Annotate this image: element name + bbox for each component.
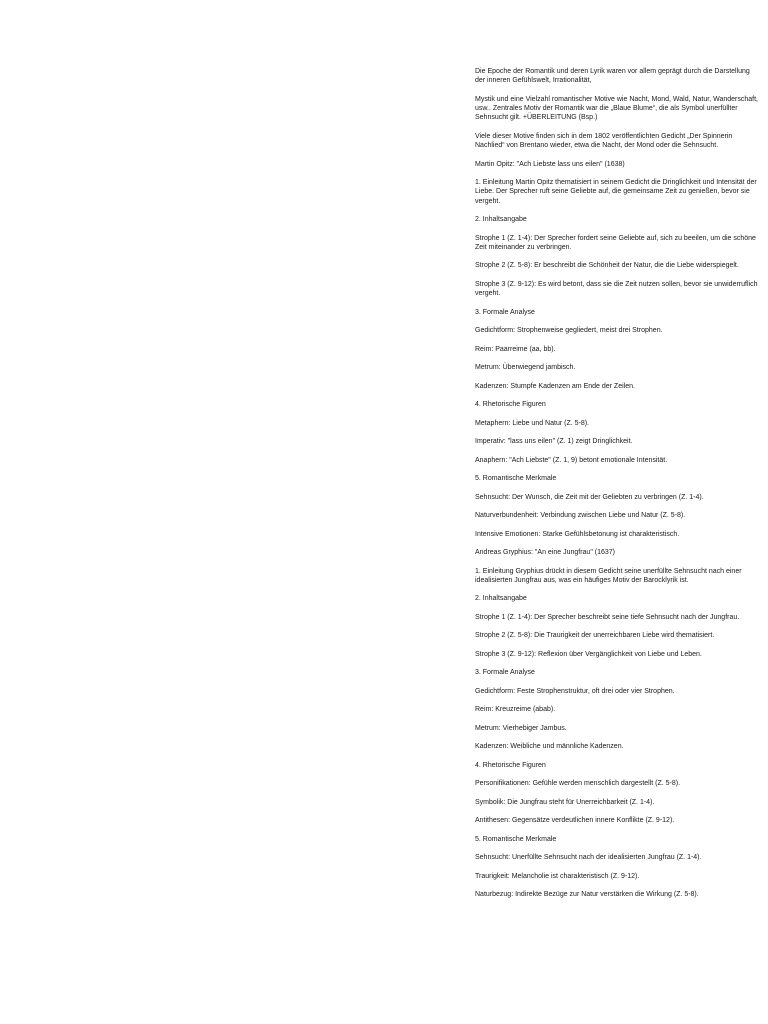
- section-heading: Andreas Gryphius: "An eine Jungfrau" (1637): [475, 549, 615, 557]
- paragraph: Symbolik: Die Jungfrau steht für Unerreichbarkeit (Z. 1-4).: [475, 798, 655, 806]
- paragraph: Gedichtform: Strophenweise gegliedert, meist drei Strophen.: [475, 327, 663, 335]
- paragraph: Strophe 2 (Z. 5-8): Die Traurigkeit der unerreichbaren Liebe wird thematisiert.: [475, 632, 715, 640]
- paragraph: Kadenzen: Weibliche und männliche Kadenzen.: [475, 743, 624, 751]
- paragraph: Imperativ: "lass uns eilen" (Z. 1) zeigt Dringlichkeit.: [475, 438, 633, 446]
- paragraph: Strophe 1 (Z. 1-4): Der Sprecher beschreibt seine tiefe Sehnsucht nach der Jungfrau.: [475, 613, 740, 621]
- paragraph: Mystik und eine Vielzahl romantischer Motive wie Nacht, Mond, Wald, Natur, Wanderschaft, usw.. Zentrales Motiv der Romantik war die „Blaue Blume“, die als Symbol unerfüllter Sehnsucht gilt. +ÜBERLEITUNG (Bsp.): [475, 95, 758, 122]
- section-heading: 4. Rhetorische Figuren: [475, 761, 546, 769]
- paragraph: Kadenzen: Stumpfe Kadenzen am Ende der Zeilen.: [475, 382, 635, 390]
- paragraph: Viele dieser Motive finden sich in dem 1802 veröffentlichten Gedicht „Der Spinnerin Nachlied“ von Brentano wieder, etwa die Nacht, der Mond oder die Sehnsucht.: [475, 132, 733, 150]
- paragraph: Strophe 3 (Z. 9-12): Reflexion über Vergänglichkeit von Liebe und Leben.: [475, 650, 702, 658]
- section-heading: 3. Formale Analyse: [475, 669, 535, 677]
- document-body: [475, 67, 760, 909]
- paragraph: Metaphern: Liebe und Natur (Z. 5-8).: [475, 419, 590, 427]
- section-heading: 2. Inhaltsangabe: [475, 216, 527, 224]
- paragraph: Naturverbundenheit: Verbindung zwischen Liebe und Natur (Z. 5-8).: [475, 512, 686, 520]
- paragraph: Naturbezug: Indirekte Bezüge zur Natur verstärken die Wirkung (Z. 5-8).: [475, 891, 699, 899]
- paragraph: Personifikationen: Gefühle werden menschlich dargestellt (Z. 5-8).: [475, 780, 681, 788]
- paragraph: Anaphern: "Ach Liebste" (Z. 1, 9) betont emotionale Intensität.: [475, 456, 668, 464]
- paragraph: Strophe 3 (Z. 9-12): Es wird betont, dass sie die Zeit nutzen sollen, bevor sie unwiderruflich vergeht.: [475, 280, 758, 298]
- paragraph: Die Epoche der Romantik und deren Lyrik waren vor allem geprägt durch die Darstellung der inneren Gefühlswelt, Irrationalität,: [475, 68, 750, 85]
- paragraph: 1. Einleitung Martin Opitz thematisiert in seinem Gedicht die Dringlichkeit und Intensität der Liebe. Der Sprecher ruft seine Geliebte auf, die gemeinsame Zeit zu genießen, bevor sie vergeht.: [475, 179, 757, 205]
- section-heading: 5. Romantische Merkmale: [475, 835, 557, 843]
- paragraph: Metrum: Vierhebiger Jambus.: [475, 724, 567, 732]
- section-heading: 5. Romantische Merkmale: [475, 475, 557, 483]
- paragraph: Sehnsucht: Unerfüllte Sehnsucht nach der idealisierten Jungfrau (Z. 1-4).: [475, 854, 702, 862]
- paragraph: Traurigkeit: Melancholie ist charakteristisch (Z. 9-12).: [475, 872, 640, 880]
- paragraph: Strophe 1 (Z. 1-4): Der Sprecher fordert seine Geliebte auf, sich zu beeilen, um die schöne Zeit miteinander zu verbringen.: [475, 234, 756, 251]
- paragraph: 1. Einleitung Gryphius drückt in diesem Gedicht seine unerfüllte Sehnsucht nach einer idealisierten Jungfrau aus, was ein häufiges Motiv der Barocklyrik ist.: [475, 567, 742, 584]
- paragraph: Sehnsucht: Der Wunsch, die Zeit mit der Geliebten zu verbringen (Z. 1-4).: [475, 493, 704, 501]
- paragraph: Intensive Emotionen: Starke Gefühlsbetonung ist charakteristisch.: [475, 530, 680, 538]
- paragraph: Metrum: Überwiegend jambisch.: [475, 364, 576, 372]
- section-heading: Martin Opitz: "Ach Liebste lass uns eilen" (1638): [475, 160, 625, 168]
- paragraph: Reim: Kreuzreime (abab).: [475, 706, 556, 714]
- section-heading: 4. Rhetorische Figuren: [475, 401, 546, 409]
- paragraph: Strophe 2 (Z. 5-8): Er beschreibt die Schönheit der Natur, die die Liebe widerspiegelt.: [475, 262, 739, 270]
- paragraph: Antithesen: Gegensätze verdeutlichen innere Konflikte (Z. 9-12).: [475, 817, 675, 825]
- section-heading: 3. Formale Analyse: [475, 308, 535, 316]
- paragraph: Reim: Paarreime (aa, bb).: [475, 345, 556, 353]
- section-heading: 2. Inhaltsangabe: [475, 595, 527, 603]
- paragraph: Gedichtform: Feste Strophenstruktur, oft drei oder vier Strophen.: [475, 687, 675, 695]
